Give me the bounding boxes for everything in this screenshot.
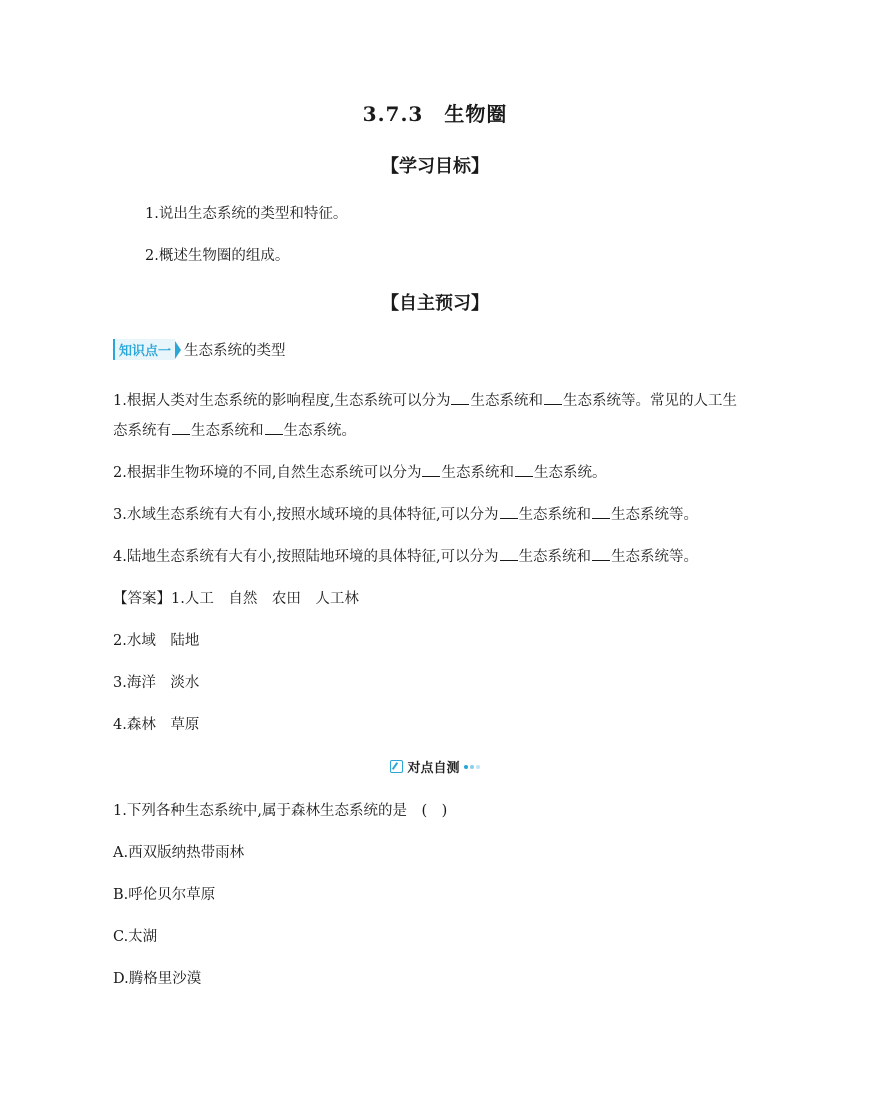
- question-4: 4.陆地生态系统有大有小,按照陆地环境的具体特征,可以分为 生态系统和 生态系统等。: [113, 549, 699, 565]
- answer-blank: [500, 548, 518, 561]
- answer-blank: [592, 506, 610, 519]
- answer-blank: [592, 548, 610, 561]
- answer-blank: [544, 392, 562, 405]
- objective-item: 1.说出生态系统的类型和特征。: [145, 206, 348, 222]
- question-1-line-2: 态系统有 生态系统和 生态系统。: [113, 423, 356, 439]
- answer-line: 【答案】1.人工 自然 农田 人工林: [113, 591, 359, 607]
- answer-line: 4.森林 草原: [113, 717, 200, 733]
- knowledge-point-badge: 知识点一: [113, 339, 175, 360]
- self-test-label: 对点自测: [407, 761, 460, 776]
- question-1-line-1: 1.根据人类对生态系统的影响程度,生态系统可以分为 生态系统和 生态系统等。常见的人工生: [113, 393, 737, 409]
- chevron-right-icon: [175, 341, 181, 359]
- page-title: 3.7.3 生物圈: [362, 102, 508, 126]
- self-test-heading: [0, 757, 870, 776]
- knowledge-point-tag: [113, 340, 286, 359]
- answer-blank: [265, 422, 283, 435]
- answer-blank: [515, 464, 533, 477]
- section-heading-preview: 【自主预习】: [381, 293, 489, 314]
- edit-icon: [390, 760, 403, 773]
- answer-blank: [422, 464, 440, 477]
- mc-option-a: A.西双版纳热带雨林: [113, 845, 245, 861]
- answer-blank: [451, 392, 469, 405]
- answer-blank: [172, 422, 190, 435]
- question-3: 3.水域生态系统有大有小,按照水域环境的具体特征,可以分为 生态系统和 生态系统等。: [113, 507, 699, 523]
- mc-option-b: B.呼伦贝尔草原: [113, 887, 216, 903]
- answer-line: 2.水域 陆地: [113, 633, 200, 649]
- objective-item: 2.概述生物圈的组成。: [145, 248, 290, 264]
- section-heading-objectives: 【学习目标】: [381, 156, 489, 177]
- mc-question: 1.下列各种生态系统中,属于森林生态系统的是 ( ): [113, 803, 448, 819]
- dots-decoration: [464, 765, 480, 769]
- answer-line: 3.海洋 淡水: [113, 675, 200, 691]
- answer-blank: [500, 506, 518, 519]
- question-2: 2.根据非生物环境的不同,自然生态系统可以分为 生态系统和 生态系统。: [113, 465, 607, 481]
- knowledge-point-title: 生态系统的类型: [184, 343, 286, 359]
- mc-option-c: C.太湖: [113, 929, 158, 945]
- mc-option-d: D.腾格里沙漠: [113, 971, 202, 987]
